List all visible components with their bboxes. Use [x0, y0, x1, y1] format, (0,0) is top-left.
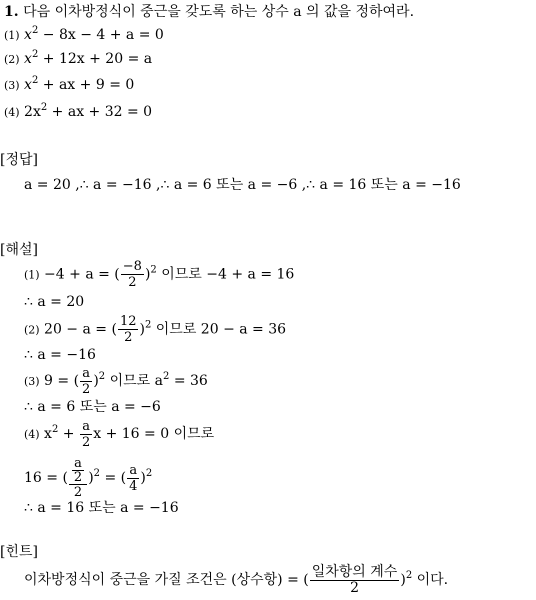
hint-text: 이차방정식이 중근을 가질 조건은 (상수항) = ( $\frac{\text{일차항의 계수}}{2}$ )$^2$ 이다. [24, 563, 449, 596]
solution-line-3: (2) 20 − a = ( $\frac{12}{2}$ )$^2$ 이므로 20 − a = 36 [24, 314, 287, 345]
item-expr: $2x^2$ + ax + 32 = 0 [24, 102, 153, 120]
solution-line-7: (4) $x^2$ + $\frac{a}{2}$ x + 16 = 0 이므로 [24, 418, 215, 450]
solution-line-8: 16 = ( $\frac{\frac{a}{2}}{2}$ )$^2$ = ( $\frac{a}{4}$ )$^2$ [24, 455, 153, 500]
item-label: (4) [4, 106, 20, 119]
problem-text: 다음 이차방정식이 중근을 갖도록 하는 상수 a 의 값을 정하여라. [23, 4, 415, 20]
problem-item-1 [4, 26, 164, 45]
problem-item-4 [4, 103, 152, 122]
answer-header: [정답] [0, 152, 38, 168]
solution-line-1: (1) −4 + a = ( $\frac{-8}{2}$ )$^2$ 이므로 −4 + a = 16 [24, 259, 295, 290]
fraction: $\frac{12}{2}$ [119, 314, 137, 345]
solution-line-4: ∴ a = −16 [24, 347, 96, 363]
answer-text: a = 20 ,∴ a = −16 ,∴ a = 6 또는 a = −6 ,∴ a = 16 또는 a = −16 [24, 177, 461, 193]
problem-title [4, 3, 414, 21]
item-expr: $x^2$ + ax + 9 = 0 [24, 75, 135, 93]
solution-line-2: ∴ a = 20 [24, 294, 85, 310]
item-label: (2) [4, 53, 20, 66]
problem-item-2 [4, 50, 152, 69]
item-expr: $x^2 - 8x - 4 + a = 0$ [24, 25, 164, 43]
hint-header: [힌트] [0, 544, 38, 560]
fraction: $\frac{a}{2}$ [82, 365, 91, 397]
fraction: $\frac{-8}{2}$ [122, 259, 142, 290]
solution-line-9: ∴ a = 16 또는 a = −16 [24, 500, 179, 516]
solution-header: [해설] [0, 242, 38, 258]
problem-number: 1. [4, 4, 19, 20]
fraction: $\frac{a}{4}$ [129, 462, 138, 494]
item-label: (1) [4, 29, 20, 42]
solution-line-5: (3) 9 = ( $\frac{a}{2}$ )$^2$ 이므로 $a^2 = 36$ [24, 365, 208, 397]
solution-line-6: ∴ a = 6 또는 a = −6 [24, 399, 161, 415]
fraction: $\frac{a}{2}$ [81, 418, 91, 450]
item-expr: $x^2 + 12x + 20 = a$ [24, 49, 153, 67]
fraction: $\frac{\text{일차항의 계수}}{2}$ [311, 563, 398, 596]
nested-fraction: $\frac{\frac{a}{2}}{2}$ [69, 457, 87, 500]
item-label: (3) [4, 79, 20, 92]
problem-item-3 [4, 76, 134, 95]
